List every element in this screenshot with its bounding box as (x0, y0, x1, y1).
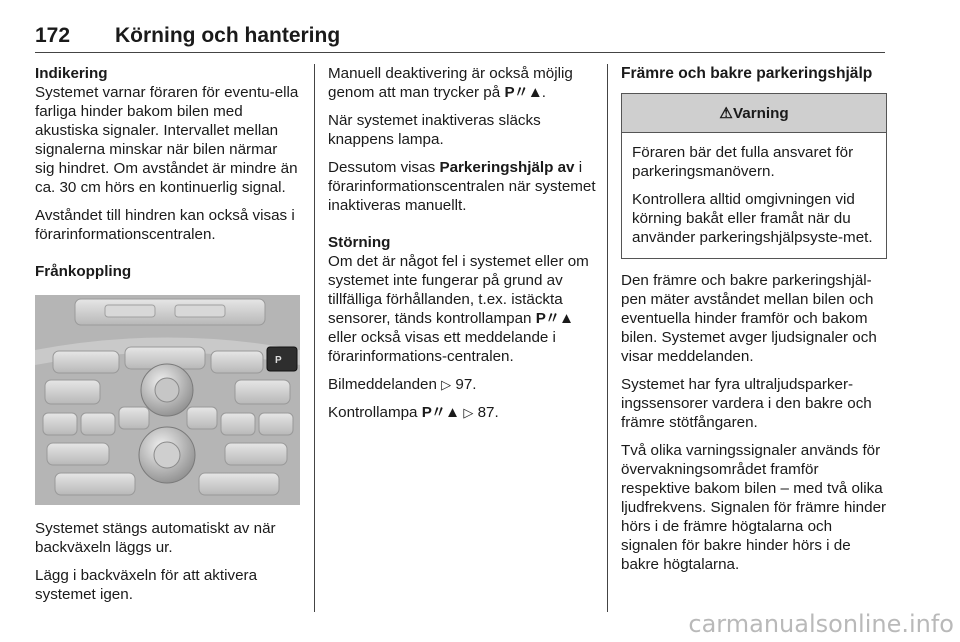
parkeringshjalp-av-label: Parkeringshjälp av (439, 159, 575, 176)
storning-paragraph: Om det är något fel i systemet eller om systemet inte fungerar på grund av tillfälliga förhållanden, t.ex. istäckta sensorer, tänds kontrollampan P〃▲ eller också visas ett meddelande i förarinformations-centralen. (328, 253, 589, 365)
reference-kontrollampa: Kontrollampa P〃▲ ▷ 87. (328, 404, 499, 421)
column-3 (621, 64, 887, 583)
page-reference-icon: ▷ (463, 405, 474, 420)
column-2 (328, 64, 596, 431)
after-figure-paragraph-2: Lägg i backväxeln för att aktivera systemet igen. (35, 567, 258, 603)
park-assist-icon: P〃▲ (535, 310, 574, 327)
col3-paragraph-1: Den främre och bakre parkeringshjäl-pen mäter avståndet mellan bilen och eventuella hinder framför och bakom bilen. Systemet avger ljudsignaler och visar meddelanden. (621, 272, 877, 365)
front-rear-parking-heading: Främre och bakre parkeringshjälp (621, 65, 873, 82)
col3-paragraph-3: Två olika varningssignaler används för övervakningsområdet framför respektive bakom bilen – med två olika ljudfrekvens. Signalen för främre hinder hörs i de främre högtalarna och signalen för bakre hinder hörs i de bakre högtalarna. (621, 442, 887, 573)
warning-header (622, 94, 886, 133)
indikering-paragraph-1: Systemet varnar föraren för eventu-ella farliga hinder bakom bilen med akustiska signaler. Intervallet mellan signalerna minskar när bilen närmar sig hindret. Om avståndet är mindre än ca. 30 cm hörs en kontinuerlig signal. (35, 84, 299, 196)
column-divider-1 (314, 64, 315, 612)
after-figure-paragraph-1: Systemet stängs automatiskt av när backväxeln läggs ur. (35, 520, 276, 556)
warning-body (622, 133, 886, 258)
page-header (35, 24, 885, 53)
column-divider-2 (607, 64, 608, 612)
park-assist-icon: P〃▲ (504, 84, 542, 101)
storning-heading: Störning (328, 234, 391, 251)
control-panel-illustration (35, 295, 300, 505)
page-number: 172 (35, 24, 71, 47)
page-reference-icon: ▷ (441, 377, 452, 392)
warning-box (621, 93, 887, 259)
indikering-heading: Indikering (35, 65, 108, 82)
watermark: carmanualsonline.info (688, 610, 954, 638)
lamp-paragraph: När systemet inaktiveras släcks knappens lampa. (328, 112, 541, 148)
display-paragraph: Dessutom visas Parkeringshjälp av i förarinformationscentralen när systemet inaktiveras manuellt. (328, 159, 596, 214)
dashboard-figure (35, 295, 300, 505)
warning-paragraph-2: Kontrollera alltid omgivningen vid körning bakåt eller framåt när du använder parkeringshjälpsyste-met. (632, 191, 873, 246)
col3-paragraph-2: Systemet har fyra ultraljudsparker-ingssensorer vardera i den bakre och främre stötfångaren. (621, 376, 872, 431)
section-title: Körning och hantering (115, 24, 341, 47)
frankoppling-heading: Frånkoppling (35, 263, 132, 280)
reference-bilmeddelanden: Bilmeddelanden ▷ 97. (328, 376, 477, 393)
indikering-paragraph-2: Avståndet till hindren kan också visas i förarinformationscentralen. (35, 207, 295, 243)
warning-icon: ⚠ (719, 104, 733, 122)
column-1 (35, 64, 300, 613)
warning-paragraph-1: Föraren bär det fulla ansvaret för parkeringsmanövern. (632, 144, 854, 180)
manual-deactivation-paragraph: Manuell deaktivering är också möjlig genom att man trycker på P〃▲. (328, 65, 573, 101)
park-button-label: P (275, 355, 282, 366)
warning-title: Varning (732, 104, 789, 122)
park-assist-icon: P〃▲ (421, 404, 460, 421)
